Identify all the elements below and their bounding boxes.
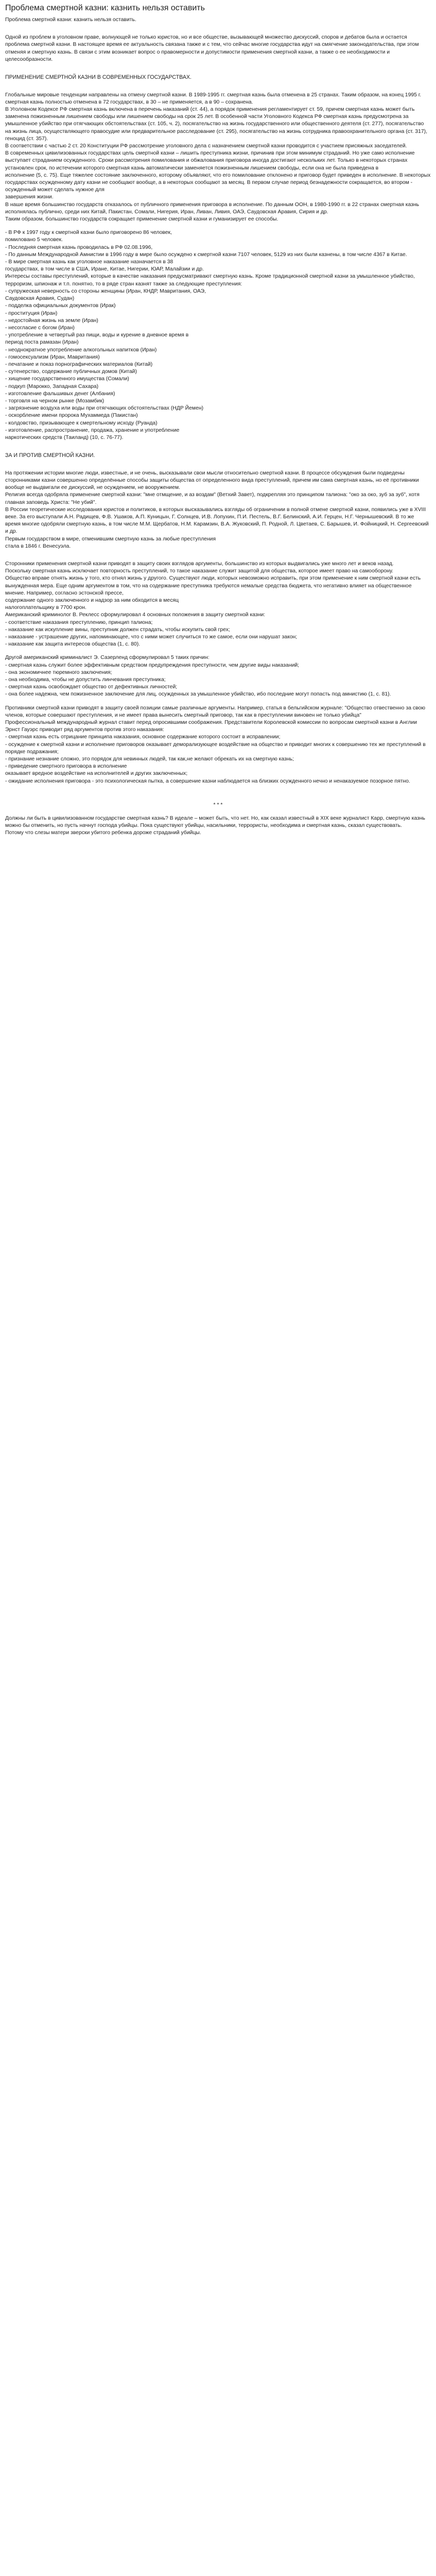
paragraph: - употребление в четвертый раз пищи, воды и курение в дневное время в xyxy=(5,332,189,338)
spacer xyxy=(5,63,431,74)
paragraph: Одной из проблем в уголовном праве, волнующей не только юристов, но и все обществе, вызывающей множество дискуссий, споров и дебатов была и остается проблема смертной казни. В настоящее время ее актуальность связана также и с тем, что сейчас многие государства идут на смягчение законодательства, при этом отменяя и смертную казнь. В связи с этим возникает вопрос о правомерности и допустимости применения смертной казни, а также о ее необходимости и целесообразности. xyxy=(5,35,419,62)
paragraph: Интересы составы преступлений, которые в качестве наказания предусматривают смертную казнь. Кроме традиционной смертной казни за умышленное убийство, терроризм, шпионаж и т.п. понятно, то в ряде стран казнят также за следующие преступления: xyxy=(5,274,415,287)
paragraph: - наказание как искупление вины, преступник должен страдать, чтобы искупить свой грех; xyxy=(5,626,230,633)
paragraph: - приведение смертного приговора в исполнение xyxy=(5,764,127,770)
paragraph: исполнение (5, с. 75). Еще тяжелее состояние заключенного, которому объявляют, что его помилование отклонено и приговор будет приведен в исполнение. В некоторых государствах осужденному дату казни не сообщают вообще, а в некоторых сообщают за месяц. В первом случае период безнадежности сокращается, во втором - осужденный может сделать нужное для xyxy=(5,172,431,193)
paragraph: содержание одного заключенного и надзор за ним обходится в месяц xyxy=(5,598,179,603)
paragraph: На протяжении истории многие люди, известные, и не очень, высказывали свои мысли относительно смертной казни. В процессе обсуждения были подведены сторонниками казни совершенно определённые способы защиты общества от определенного вида преступлений, причем им сама смертная казнь, но её противники вообще не выдвигали ее дискуссий, не осуждением, не вооружением. xyxy=(5,470,419,491)
paragraph: период поста рамазан (Иран) xyxy=(5,340,79,346)
paragraph: Профессиональный международный журнал ставит перед опросившими соображения. Представители Королевской комиссии по вопросам смертной казни в Англии Эрнст Гауэрс приводит ряд аргументов против этого наказания: xyxy=(5,720,417,733)
paragraph: В России теоретические исследования юристов и политиков, в которых высказывались взгляды об ограничении в полной отмене смертной казни, появились уже в XVIII веке. За его выступали А.Н. Радищев, Ф.В. Ушаков, А.П. Куницын, Г. Солнцев, И.В. Лопухин, П.И. Пестель, В.Г. Белинский, А.И. Герцен, Н.Г. Чернышевский. В то же время многие одобряли смертную казнь, в том числе М.М. Щербатов, Н.М. Карамзин, В.А. Жуковский, П. Родной, Л. Цветаев, С. Барышев, И. Фойницкий, Н. Сергеевский и др. xyxy=(5,506,429,535)
paragraph: - ожидание исполнения приговора - это психологическая пытка, а совершение казни наблюдается на близких осужденного нечно и ненаказуемое позорное пятно. xyxy=(5,778,410,784)
article-body xyxy=(5,24,431,837)
paragraph: - хищение государственного имущества (Сомали) xyxy=(5,376,129,382)
paragraph: Первым государством в мире, отменившим смертную казнь за любые преступления xyxy=(5,536,216,542)
paragraph: - смертная казнь освобождает общество от дефективных личностей; xyxy=(5,684,178,690)
paragraph: - осуждение к смертной казни и исполнение приговоров оказывает деморализующее воздействие на общество и приводит многих к совершению тех же преступлений в порядке подражания; xyxy=(5,741,426,755)
paragraph: - смертная казнь служит более эффективным средством предупреждения преступности, чем другие виды наказаний; xyxy=(5,662,300,668)
paragraph: помиловано 5 человек. xyxy=(5,237,63,243)
paragraph: - торговля на черном рынке (Мозамбик) xyxy=(5,398,104,404)
spacer xyxy=(5,648,431,654)
paragraph: Общество вправе отнять жизнь у того, кто отнял жизнь у другого. Существуют люди, которых невозможно исправить, при этом применение к ним смертной казни есть вынужденная мера. Еще одним аргументом в том, что на содержание преступника требуются немалые средства бюджета, что негативно влияет на общественное мнение. Например, согласно эстонской прессе, xyxy=(5,575,421,596)
paragraph: - По данным Международной Амнистии в 1996 году в мире было осуждено к смертной казни 7107 человек, 5129 из них были казнены, в том числе 4367 в Китае. xyxy=(5,251,407,258)
spacer xyxy=(5,460,431,470)
paragraph: оказывает вредное воздействие на исполнителей и других заключенных; xyxy=(5,771,188,777)
paragraph: государствах, в том числе в США, Иране, Китае, Нигерии, ЮАР, Малайзии и др. xyxy=(5,266,204,273)
paragraph: - загрязнение воздуха или воды при отягчающих обстоятельствах (НДР Йемен) xyxy=(5,405,204,412)
section-heading: ЗА И ПРОТИВ СМЕРТНОЙ КАЗНИ. xyxy=(5,452,95,459)
paragraph: Потому что слезы матери зверски убитого ребенка дороже страданий убийцы. xyxy=(5,830,201,836)
paragraph: Должны ли быть в цивилизованном государстве смертная казнь? В идеале – может быть, что нет. Но, как сказал известный в XIX веке журналист Карр, смертную казнь можно бы отменить, но пусть начнут господа убийцы. Пока существуют убийцы, насильники, террористы, необходима и смертная казнь, сказал существовать. xyxy=(5,816,425,829)
paragraph: - печатание и показ порнографических материалов (Китай) xyxy=(5,361,153,367)
paragraph: - колдовство, призывающее к смертельному исходу (Руанда) xyxy=(5,420,158,426)
paragraph: Сторонники применения смертной казни приводят в защиту своих взглядов аргументы, большинство из которых выдвигались уже много лет и веков назад. xyxy=(5,561,394,567)
section-heading: ПРИМЕНЕНИЕ СМЕРТНОЙ КАЗНИ В СОВРЕМЕННЫХ ГОСУДАРСТВАХ. xyxy=(5,74,191,81)
section-separator: * * * xyxy=(213,802,223,808)
paragraph: - наказание как защита интересов общества (1, с. 80). xyxy=(5,641,141,648)
paragraph: - Последняя смертная казнь проводилась в РФ 02.08.1996, xyxy=(5,244,153,250)
paragraph: налогоплательщику в 7700 крон. xyxy=(5,605,86,611)
paragraph: - признание незнание сложно, это порядок для невинных людей, так как,не желают обрекать их на смертную казнь; xyxy=(5,756,294,762)
paragraph: - недостойная жизнь на земле (Иран) xyxy=(5,317,98,324)
paragraph: - проституция (Иран) xyxy=(5,310,58,316)
paragraph: наркотических средств (Таиланд) (10, с. 76-77). xyxy=(5,434,124,440)
paragraph: - смертная казнь есть отрицание принципа наказания, основное содержание которого состоит в исправлении; xyxy=(5,734,281,740)
paragraph: - В РФ к 1997 году к смертной казни было приговорено 86 человек, xyxy=(5,230,172,236)
paragraph: - оскорбление имени пророка Мухаммеда (Пакистан) xyxy=(5,413,138,419)
paragraph: стала в 1846 г. Венесуэла. xyxy=(5,543,71,549)
paragraph: Американский криминолог В. Реклесс сформулировал 4 основных положения в защиту смертной казни: xyxy=(5,612,266,618)
paragraph: В наше время большинство государств отказалось от публичного применения приговора в исполнение. По данным ООН, в 1980-1990 гг. в 22 странах смертная казнь исполнялась публично, среди них Китай, Пакистан, Сомали, Нигерия, Иран, Ливан, Ливия, ОАЭ, Саудовская Аравия, Сирия и др. xyxy=(5,201,420,215)
paragraph: - В мире смертная казнь как уголовное наказание назначается в 38 xyxy=(5,259,173,265)
paragraph: Таким образом, большинство государств сокращает применение смертной казни и гуманизирует ее способы. xyxy=(5,216,278,223)
paragraph: Глобальные мировые тенденции направлены на отмену смертной казни. В 1989-1995 гг. смертная казнь была отменена в 25 странах. Таким образом, на конец 1995 г. смертная казнь полностью отменена в 72 государствах, в 30 – не применяется, а в 90 – сохранена. xyxy=(5,92,422,105)
paragraph: В современных цивилизованных государствах цель смертной казни – лишить преступника жизни, причинив при этом минимум страданий. Но уже само исполнение выступает страданием осужденного. Сроки рассмотрения помилования и обжалования приговора иногда достигают нескольких лет. Только в некоторых странах установлен срок, по истечении которого смертная казнь автоматически заменяется пожизненным лишением свободы, если она не была приведена в xyxy=(5,150,415,171)
paragraph: - супружеская неверность со стороны женщины (Иран, КНДР, Мавритания, ОАЭ, xyxy=(5,288,206,294)
paragraph: Саудовская Аравия, Судан) xyxy=(5,296,75,302)
paragraph: - она необходима, чтобы не допустить линчевания преступника; xyxy=(5,677,166,683)
paragraph: - подделка официальных документов (Ирак) xyxy=(5,303,116,309)
spacer xyxy=(5,81,431,92)
paragraph: - неоднократное употребление алкогольных напитков (Иран) xyxy=(5,347,157,353)
paragraph: - изготовление, распространение, продажа, хранение и употребление xyxy=(5,427,180,433)
paragraph: завершения жизни. xyxy=(5,194,54,200)
spacer xyxy=(5,24,431,34)
page-title: Проблема смертной казни: казнить нельзя оставить xyxy=(5,4,205,12)
paragraph: Другой американский криминалист Э. Сазерленд сформулировал 5 таких причин: xyxy=(5,655,210,661)
article-subtitle: Проблема смертной казни: казнить нельзя оставить. xyxy=(5,17,136,23)
article xyxy=(0,0,436,841)
paragraph: - изготовление фальшивых денег (Албания) xyxy=(5,391,115,397)
paragraph: - гомосексуализм (Иран, Мавритания) xyxy=(5,354,100,360)
paragraph: - подкуп (Марокко, Западная Сахара) xyxy=(5,383,99,389)
paragraph: - она более надежна, чем пожизненное заключение для лиц, осужденных за умышленное убийство, ибо последние могут попасть под амнистию (1, с. 81). xyxy=(5,691,391,698)
paragraph: - несогласие с богом (Иран) xyxy=(5,325,75,331)
paragraph: В соответствии с частью 2 ст. 20 Конституции РФ рассмотрение уголовного дела с назначением смертной казни проводится с участием присяжных заседателей. xyxy=(5,143,407,149)
paragraph: - соответствие наказания преступлению, принцип талиона; xyxy=(5,619,153,625)
paragraph: Противники смертной казни приводят в защиту своей позиции самые различные аргументы. Например, статья в бельгийском журнале: "Общество отвественно за свою членов, которые совершают преступления, и не имеет права вынесить смертный приговор, так как в преступлении виновен не только убийца" xyxy=(5,705,426,718)
spacer xyxy=(5,550,431,561)
paragraph: Религия всегда одобряла применение смертной казни: "мне отмщение, и аз воздам" (Ветхий Завет), подкрепляя это принципом талиона: "око за око, зуб за зуб", хотя главная заповедь Христа: "Не убий". xyxy=(5,492,420,505)
paragraph: - сутенерство, содержание публичных домов (Китай) xyxy=(5,369,137,375)
spacer xyxy=(5,809,431,815)
paragraph: - наказание - устрашение других, напоминающее, что с ними может случиться то же самое, если они нарушат закон; xyxy=(5,634,298,640)
paragraph: - она экономичнее тюремного заключения; xyxy=(5,669,112,675)
spacer xyxy=(5,699,431,705)
spacer xyxy=(5,223,431,229)
paragraph: Поскольку смертная казнь исключает повторность преступлений, то такое наказание служит защитой для общества, которое имеет право на самооборону. xyxy=(5,568,393,574)
spacer xyxy=(5,442,431,452)
spacer xyxy=(5,785,431,802)
paragraph: В Уголовном Кодексе РФ смертная казнь включена в перечень наказаний (ст. 44), а порядок применения регламентирует ст. 59, причем смертная казнь может быть заменена пожизненным лишением свободы или лишением свободы на срок 25 лет. В особенной части Уголовного Кодекса РФ смертная казнь предусмотрена за умышленное убийство при отягчающих обстоятельствах (ст. 105, ч. 2), посягательство на жизнь государственного или общественного деятеля (ст. 277), посягательство на жизнь лица, осуществляющего правосудие или предварительное расследование (ст. 295), посягательство на жизнь сотрудника правоохранительного органа (ст. 317), геноцид (ст. 357). xyxy=(5,107,427,142)
